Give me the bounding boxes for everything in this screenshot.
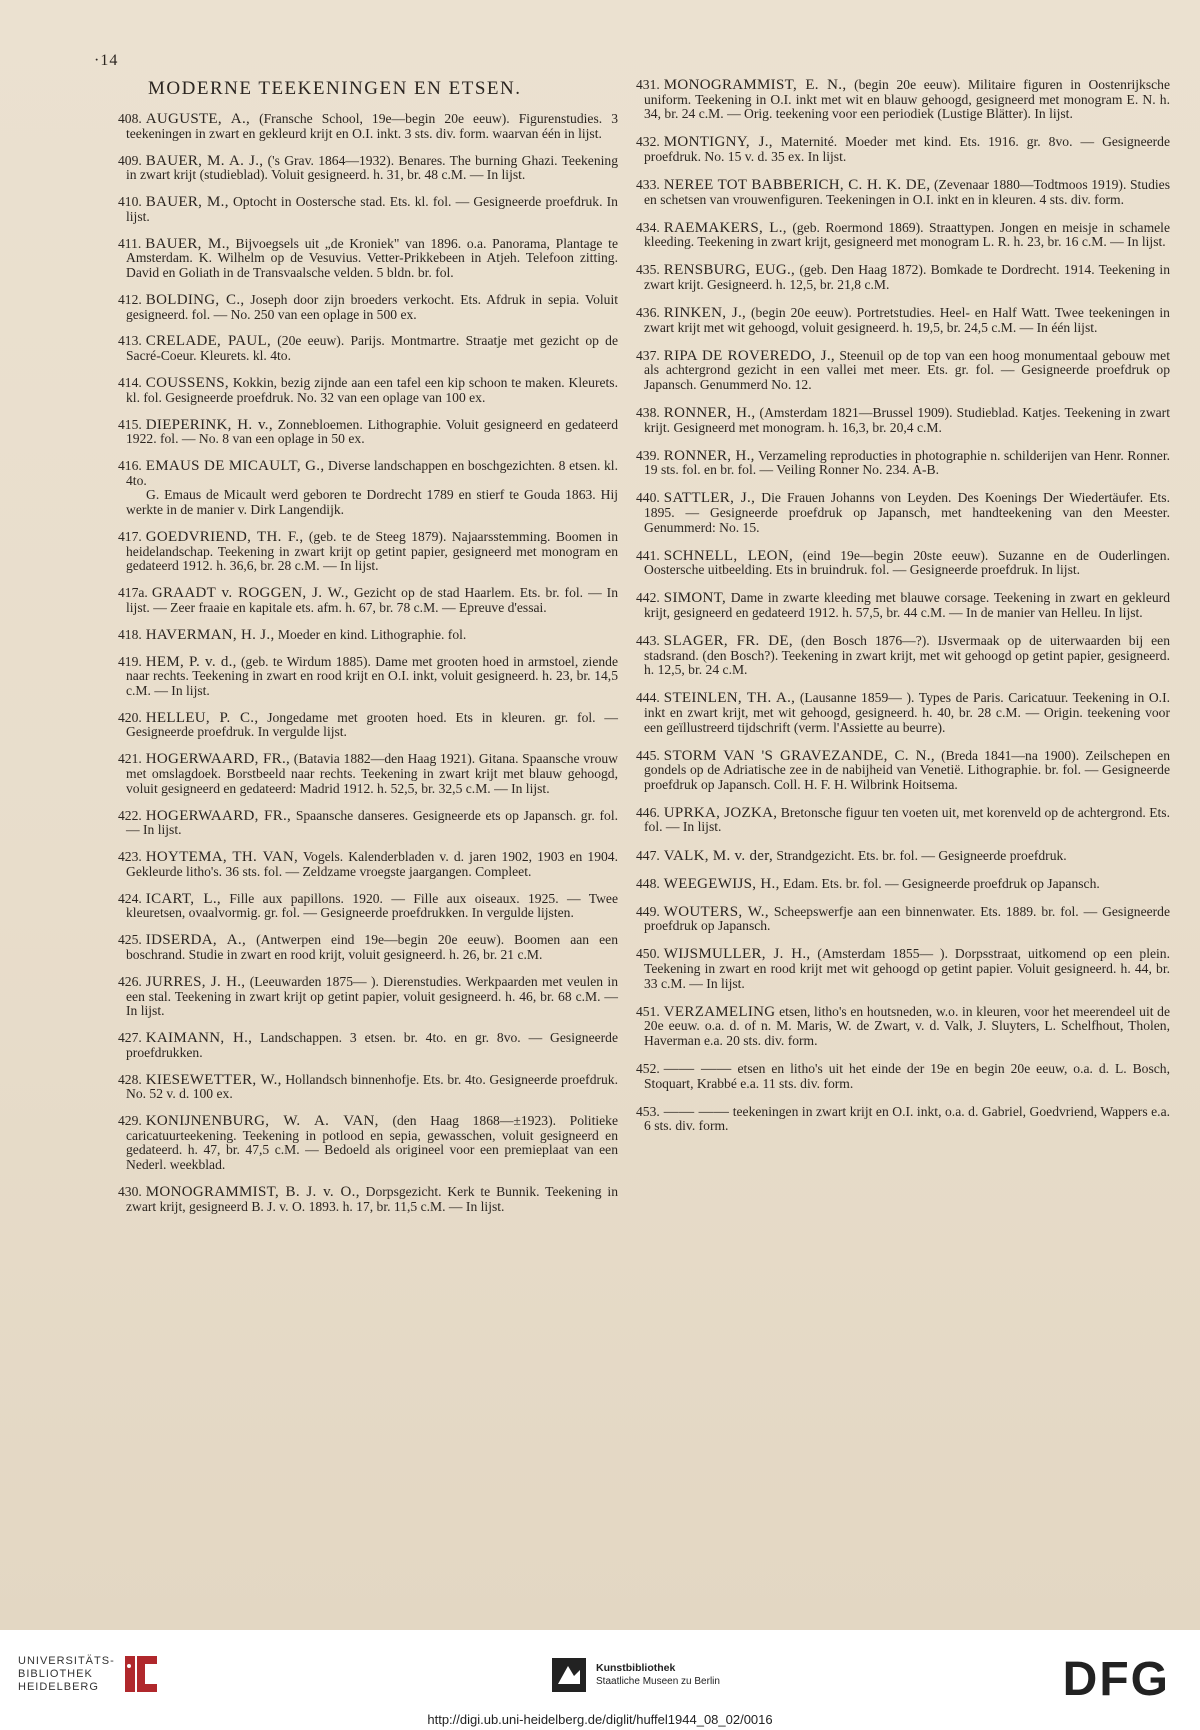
entry-artist: JURRES, J. H., — [145, 973, 246, 990]
ub-heidelberg-logo[interactable] — [18, 1652, 161, 1696]
entry-number: 413. — [118, 333, 142, 349]
entry-artist: GRAADT v. ROGGEN, J. W., — [151, 585, 349, 602]
catalogue-entry — [636, 947, 1170, 991]
entry-description: Diverse landschappen en boschgezichten. 8 etsen. kl. 4to. — [126, 458, 618, 488]
entry-number: 435. — [636, 262, 660, 278]
catalogue-entry — [118, 418, 618, 447]
catalogue-entry — [636, 634, 1170, 678]
entry-description: (begin 20e eeuw). Militaire figuren in Oostenrijksche uniform. Teekening in O.I. inkt met wit en blauw gehoogd, gesigneerd met monogram E. N. h. 34, br. 24 c.M. — Orig. teekening voor een periodiek (Lustige Blätter). In lijst. — [644, 77, 1170, 122]
right-column — [636, 78, 1170, 1147]
entry-artist: HELLEU, P. C., — [145, 709, 259, 726]
entry-number: 448. — [636, 875, 660, 891]
entry-description: Edam. Ets. br. fol. — Gesigneerde proefdruk op Japansch. — [783, 875, 1100, 891]
entry-artist: RONNER, H., — [663, 447, 755, 464]
entry-artist: KONIJNENBURG, W. A. VAN, — [145, 1113, 379, 1130]
entry-description: Zonnebloemen. Lithographie. Voluit gesigneerd en gedateerd 1922. fol. — No. 8 van een oplage in 50 ex. — [126, 416, 619, 447]
left-entry-list — [118, 112, 618, 1214]
entry-description: (Batavia 1882—den Haag 1921). Gitana. Spaansche vrouw met omslagdoek. Borstbeeld naar rechts. Teekening in zwart krijt met blauw gehoogd, voluit gesigneerd en gedateerd: Madrid 1912. h. 52,5, br. 32,5 c.M. — In lijst. — [126, 751, 618, 796]
entry-description: Dorpsgezicht. Kerk te Bunnik. Teekening in zwart krijt, gesigneerd B. J. v. O. 1893. h. 17, br. 11,5 c.M. — In lijst. — [126, 1184, 618, 1214]
entry-number: 447. — [636, 847, 660, 863]
entry-description: (20e eeuw). Parijs. Montmartre. Straatje met gezicht op de Sacré-Coeur. Kleurets. kl. 4to. — [126, 333, 618, 364]
entry-description: etsen, litho's en houtsneden, w.o. in kleuren, voor het meerendeel uit de 20e eeuw. o.a. d. of n. M. Maris, W. de Zwart, v. d. Valk, J. Sluyters, L. Schelfhout, Tholen, Haverman e.a. 20 sts. div. form. — [644, 1003, 1170, 1048]
entry-number: 417a. — [118, 585, 148, 601]
catalogue-entry — [636, 849, 1170, 864]
entry-artist: STORM VAN 'S GRAVEZANDE, C. N., — [663, 747, 935, 764]
entry-number: 444. — [636, 690, 660, 706]
entry-description: (Amsterdam 1821—Brussel 1909). Studieblad. Katjes. Teekening in zwart krijt. Gesigneerd met monogram. h. 16,3, br. 20,4 c.M. — [644, 405, 1170, 435]
entry-artist: MONOGRAMMIST, B. J. v. O., — [145, 1184, 360, 1201]
catalogue-entry — [118, 711, 618, 740]
catalogue-entry — [636, 263, 1170, 292]
entry-number: 418. — [118, 626, 142, 642]
catalogue-entry — [636, 905, 1170, 934]
catalogue-entry — [636, 349, 1170, 393]
entry-number: 412. — [118, 291, 142, 307]
entry-number: 434. — [636, 219, 660, 235]
entry-artist: ICART, L., — [145, 890, 221, 907]
kunstbibliothek-icon — [552, 1658, 586, 1692]
entry-number: 417. — [118, 528, 142, 544]
catalogue-entry — [118, 154, 618, 183]
entry-number: 427. — [118, 1030, 142, 1046]
entry-number: 438. — [636, 405, 660, 420]
catalogue-entry — [636, 691, 1170, 735]
entry-description: (Fransche School, 19e—begin 20e eeuw). Figurenstudies. 3 teekeningen in zwart en gekleurd krijt en O.I. inkt. 3 sts. div. form. waarvan één in lijst. — [126, 111, 618, 141]
catalogue-entry — [118, 628, 618, 643]
entry-number: 452. — [636, 1061, 660, 1076]
entry-artist: HOYTEMA, TH. VAN, — [145, 849, 299, 866]
entry-number: 445. — [636, 747, 660, 763]
entry-artist: RIPA DE ROVEREDO, J., — [663, 347, 835, 364]
entry-artist: IDSERDA, A., — [145, 932, 247, 949]
entry-description: (Antwerpen eind 19e—begin 20e eeuw). Boomen aan een boschrand. Studie in zwart en rood krijt, voluit gesigneerd. h. 26, br. 21 c.M. — [126, 932, 618, 962]
entry-description: Bretonsche figuur ten voeten uit, met korenveld op de achtergrond. Ets. fol. — In lijst. — [644, 804, 1171, 835]
catalogue-entry — [636, 749, 1170, 793]
catalogue-entry — [118, 752, 618, 796]
catalogue-entry — [118, 112, 618, 141]
entry-artist: NEREE TOT BABBERICH, C. H. K. DE, — [663, 176, 931, 193]
catalogue-entry — [118, 195, 618, 224]
entry-description: Spaansche danseres. Gesigneerde ets op Japansch. gr. fol. — In lijst. — [126, 807, 618, 838]
entry-number: 436. — [636, 305, 660, 321]
entry-description: Vogels. Kalenderbladen v. d. jaren 1902, 1903 en 1904. Gekleurde litho's. 36 sts. fol. — Zeldzame vroegste jaargangen. Compleet. — [126, 849, 618, 879]
entry-description: (Amsterdam 1855— ). Dorpsstraat, uitkomend op een plein. Teekening in zwart en rood krijt met wit gehoogd op getint papier. Voluit gesigneerd. h. 44, br. 33 c.M. — In lijst. — [644, 946, 1170, 991]
entry-number: 410. — [118, 194, 142, 210]
entry-number: 408. — [118, 111, 142, 126]
entry-description: (den Haag 1868—±1923). Politieke caricatuurteekening. Teekening in potlood en sepia, gewasschen, voluit gesigneerd en gedateerd. h. 47, br. 47,5 c.M. — Bedoeld als origineel voor een premieplaat van een Nederl. weekblad. — [126, 1113, 619, 1173]
left-column — [118, 78, 618, 1227]
entry-artist: MONOGRAMMIST, E. N., — [663, 77, 847, 93]
entry-description: (den Bosch 1876—?). IJsvermaak op de uiterwaarden bij een stadsrand. (den Bosch?). Teekening in zwart krijt, met wit gehoogd op getint papier, gesigneerd. h. 12,5, br. 24 c.M. — [644, 633, 1170, 678]
entry-description: (geb. te de Steeg 1879). Najaarsstemming. Boomen in heidelandschap. Teekening in zwart krijt op getint papier, gesigneerd met monogram en gedateerd 1912. h. 36,6, br. 28 c.M. — In lijst. — [126, 528, 618, 574]
entry-number: 423. — [118, 849, 142, 865]
entry-artist: —— —— — [663, 1103, 730, 1120]
entry-description: Gezicht op de stad Haarlem. Ets. br. fol. — In lijst. — Zeer fraaie en kapitale ets. afm. h. 67, br. 78 c.M. — Epreuve d'essai. — [126, 585, 619, 615]
entry-note: G. Emaus de Micault werd geboren te Dordrecht 1789 en stierf te Gouda 1863. Hij werkte in de manier v. Dirk Langendijk. — [126, 487, 618, 517]
entry-artist: KIESEWETTER, W., — [145, 1071, 282, 1088]
entry-description: Strandgezicht. Ets. br. fol. — Gesigneerde proefdruk. — [776, 847, 1067, 863]
catalogue-entry — [118, 293, 618, 322]
entry-description: Fille aux papillons. 1920. — Fille aux oiseaux. 1925. — Twee kleuretsen, ovaalvormig. gr. fol. — Gesigneerde proefdrukken. In vergulde lijsten. — [126, 890, 618, 921]
entry-number: 415. — [118, 416, 142, 432]
entry-description: teekeningen in zwart krijt en O.I. inkt, o.a. d. Gabriel, Goedvriend, Wappers e.a. 6 sts. div. form. — [644, 1103, 1171, 1134]
entry-number: 414. — [118, 375, 142, 391]
entry-number: 453. — [636, 1103, 660, 1119]
entry-description: Steenuil op de top van een hoog monumentaal gebouw met als achtergrond gezicht in een vallei met meer. Ets. gr. fol. — Gesigneerde proefdruk op Japansch. Genummerd No. 12. — [644, 347, 1170, 392]
catalogue-entry — [118, 933, 618, 962]
catalogue-entry — [636, 1062, 1170, 1091]
entry-number: 431. — [636, 77, 660, 92]
entry-artist: RONNER, H., — [663, 405, 756, 421]
entry-artist: WIJSMULLER, J. H., — [663, 946, 811, 963]
entry-artist: MONTIGNY, J., — [663, 134, 773, 151]
entry-description: Maternité. Moeder met kind. Ets. 1916. gr. 8vo. — Gesigneerde proefdruk. No. 15 v. d. 35 ex. In lijst. — [644, 134, 1171, 164]
entry-artist: —— —— — [663, 1061, 732, 1077]
entry-number: 426. — [118, 973, 142, 989]
page-heading: MODERNE TEEKENINGEN EN ETSEN. — [148, 78, 522, 99]
kb-subtitle: Staatliche Museen zu Berlin — [596, 1676, 720, 1687]
entry-number: 439. — [636, 447, 660, 463]
catalogue-entry — [636, 1005, 1170, 1049]
catalogue-entry — [118, 809, 618, 838]
entry-number: 428. — [118, 1071, 142, 1087]
kb-title: Kunstbibliothek — [596, 1662, 676, 1674]
entry-artist: SLAGER, FR. DE, — [663, 633, 793, 650]
entry-description: Scheepswerfje aan een binnenwater. Ets. 1889. br. fol. — Gesigneerde proefdruk op Japansch. — [644, 903, 1171, 934]
entry-number: 420. — [118, 709, 142, 725]
entry-artist: CRELADE, PAUL, — [145, 333, 272, 350]
catalogue-entry — [118, 459, 618, 517]
entry-artist: BAUER, M. A. J., — [145, 152, 264, 169]
entry-description: Joseph door zijn broeders verkocht. Ets. Afdruk in sepia. Voluit gesigneerd. fol. — No. 250 van een oplage in 500 ex. — [126, 291, 618, 322]
catalogue-entry — [118, 1073, 618, 1102]
entry-number: 442. — [636, 590, 660, 606]
entry-description: Optocht in Oostersche stad. Ets. kl. fol. — Gesigneerde proefdruk. In lijst. — [126, 194, 618, 224]
entry-artist: HEM, P. v. d., — [145, 653, 237, 670]
entry-artist: RENSBURG, EUG., — [663, 262, 796, 279]
entry-number: 443. — [636, 633, 660, 649]
entry-artist: UPRKA, JOZKA, — [663, 804, 778, 821]
entry-description: (Breda 1841—na 1900). Zeilschepen en gondels op de Adriatische zee in de nabijheid van Venetië. Lithographie. br. fol. — Gesigneerde proefdruk op Japansch. Coll. H. F. H. Wilbrink Hoitsema. — [644, 747, 1170, 792]
entry-description: (geb. Roermond 1869). Straattypen. Jongen en meisje in schamele kleeding. Teekening in zwart krijt, gesigneerd met monogram L. R. h. 23, br. 16 c.M. — In lijst. — [644, 219, 1170, 250]
entry-artist: SIMONT, — [663, 590, 727, 607]
entry-artist: AUGUSTE, A., — [145, 111, 251, 127]
catalogue-entry — [118, 334, 618, 363]
catalogue-entry — [636, 406, 1170, 435]
entry-description: ('s Grav. 1864—1932). Benares. The burning Ghazi. Teekening in zwart krijt (studieblad). Voluit gesigneerd. h. 31, br. 48 c.M. — In lijst. — [126, 152, 618, 183]
entry-description: Dame in zwarte kleeding met blauwe corsage. Teekening in zwart en gekleurd krijt, gesigneerd en gedateerd 1912. h. 57,5, br. 44 c.M. — In de manier van Helleu. In lijst. — [644, 590, 1170, 620]
entry-artist: VALK, M. v. der, — [663, 847, 773, 864]
entry-number: 430. — [118, 1184, 142, 1200]
entry-description: Hollandsch binnenhofje. Ets. br. 4to. Gesigneerde proefdruk. No. 52 v. d. 100 ex. — [126, 1071, 619, 1102]
entry-artist: WOUTERS, W., — [663, 903, 769, 920]
entry-number: 450. — [636, 946, 660, 962]
entry-artist: STEINLEN, TH. A., — [663, 690, 796, 707]
entry-description: Moeder en kind. Lithographie. fol. — [277, 626, 467, 642]
entry-artist: BAUER, M., — [145, 194, 229, 211]
catalogue-entry — [118, 1185, 618, 1214]
right-entry-list — [636, 78, 1170, 1134]
entry-description: (Lausanne 1859— ). Types de Paris. Caricatuur. Teekening in O.I. inkt en zwart krijt, met wit gehoogd, gesigneerd. h. 40, br. 28 c.M. — Origin. teekening voor een geïllustreerd tijdschrift (verm. l'Assiette au beurre). — [644, 690, 1170, 735]
viewer-footer — [0, 1630, 1200, 1730]
entry-artist: DIEPERINK, H. v., — [145, 416, 273, 433]
entry-description: (begin 20e eeuw). Portretstudies. Heel- en Half Watt. Twee teekeningen in zwart krijt met wit gehoogd, voluit gesigneerd. h. 19,5, br. 24,5 c.M. — In één lijst. — [644, 305, 1170, 335]
entry-number: 432. — [636, 134, 660, 150]
entry-number: 451. — [636, 1003, 660, 1019]
catalogue-entry — [636, 877, 1170, 892]
kunstbibliothek-logo[interactable] — [552, 1658, 720, 1692]
entry-description: (Leeuwarden 1875— ). Dierenstudies. Werkpaarden met veulen in een stal. Teekening in zwart krijt op getint papier, voluit gesigneerd. h. 46, br. 68 c.M. — In lijst. — [126, 973, 619, 1019]
entry-description: (Zevenaar 1880—Todtmoos 1919). Studies en schetsen van vrouwenfiguren. Teekeningen in O.I. inkt en in kleuren. 4 sts. div. form. — [644, 176, 1170, 207]
entry-number: 437. — [636, 347, 660, 363]
entry-description: (geb. Den Haag 1872). Bomkade te Dordrecht. 1914. Teekening in zwart krijt. Gesigneerd. h. 12,5, br. 21,8 c.M. — [644, 262, 1170, 292]
catalogue-entry — [636, 806, 1170, 835]
entry-artist: HOGERWAARD, FR., — [145, 751, 291, 768]
entry-number: 433. — [636, 176, 660, 192]
entry-description: Verzameling reproducties in photographie n. schilderijen van Henr. Ronner. 19 sts. fol. en br. fol. — Veiling Ronner No. 234. A-B. — [644, 447, 1171, 478]
catalogue-entry — [636, 178, 1170, 207]
entry-number: 429. — [118, 1113, 142, 1129]
entry-number: 422. — [118, 807, 142, 823]
catalogue-entry — [118, 850, 618, 879]
entry-number: 424. — [118, 890, 142, 906]
catalogue-entry — [118, 237, 618, 281]
entry-artist: HAVERMAN, H. J., — [145, 626, 275, 643]
catalogue-entry — [118, 1114, 618, 1172]
entry-artist: BOLDING, C., — [145, 291, 245, 308]
catalogue-entry — [118, 655, 618, 699]
catalogue-entry — [636, 491, 1170, 535]
catalogue-entry — [636, 78, 1170, 122]
entry-artist: HOGERWAARD, FR., — [145, 807, 292, 824]
entry-number: 425. — [118, 932, 142, 948]
entry-artist: SATTLER, J., — [663, 490, 756, 507]
catalogue-entry — [636, 1105, 1170, 1134]
entry-number: 419. — [118, 653, 142, 669]
catalogue-entry — [636, 135, 1170, 164]
entry-artist: RINKEN, J., — [663, 305, 747, 322]
catalogue-entry — [118, 530, 618, 574]
entry-number: 446. — [636, 804, 660, 820]
entry-artist: RAEMAKERS, L., — [663, 219, 787, 236]
entry-number: 441. — [636, 547, 660, 563]
ub-emblem-icon — [123, 1652, 161, 1696]
dfg-logo[interactable]: DFG — [1062, 1653, 1170, 1706]
catalogue-entry — [118, 1031, 618, 1060]
entry-number: 440. — [636, 490, 660, 506]
catalogue-entry — [118, 975, 618, 1019]
entry-number: 421. — [118, 751, 142, 767]
entry-artist: WEEGEWIJS, H., — [663, 875, 780, 892]
ub-logo-text: UNIVERSITÄTS- BIBLIOTHEK HEIDELBERG — [18, 1654, 115, 1693]
entry-description: Die Frauen Johanns von Leyden. Des Koenings Der Wiedertäufer. Ets. 1895. — Gesigneerde proefdruk op Japansch, met handteekening van den Meester. Genummerd: No. 15. — [644, 490, 1170, 535]
catalogue-entry — [118, 892, 618, 921]
catalogue-entry — [636, 449, 1170, 478]
page-number: ·14 — [94, 52, 119, 69]
entry-artist: BAUER, M., — [145, 235, 230, 252]
permalink-url[interactable]: http://digi.ub.uni-heidelberg.de/diglit/huffel1944_08_02/0016 — [427, 1712, 773, 1727]
entry-number: 449. — [636, 903, 660, 919]
entry-number: 409. — [118, 152, 142, 168]
entry-artist: VERZAMELING — [663, 1003, 776, 1020]
entry-description: Landschappen. 3 etsen. br. 4to. en gr. 8vo. — Gesigneerde proefdrukken. — [126, 1030, 618, 1060]
entry-description: (geb. te Wirdum 1885). Dame met grooten hoed in armstoel, ziende naar rechts. Teekening in zwart en rood krijt en O.I. inkt, voluit gesigneerd. h. 23, br. 14,5 c.M. — In lijst. — [126, 653, 618, 698]
entry-artist: SCHNELL, LEON, — [663, 547, 793, 564]
entry-number: 416. — [118, 458, 142, 474]
entry-description: Kokkin, bezig zijnde aan een tafel een kip schoon te maken. Kleurets. kl. fol. Gesigneerde proefdruk. No. 32 van een oplage van 100 ex. — [126, 375, 618, 405]
entry-artist: COUSSENS, — [145, 375, 229, 392]
entry-description: (eind 19e—begin 20ste eeuw). Suzanne en de Ouderlingen. Oostersche uitbeelding. Ets in bruindruk. fol. — Gesigneerde proefdruk. In lijst. — [644, 547, 1170, 578]
entry-description: etsen en litho's uit het einde der 19e en begin 20e eeuw, o.a. d. L. Bosch, Stoquart, Krabbé e.a. 11 sts. div. form. — [644, 1061, 1171, 1091]
entry-artist: GOEDVRIEND, TH. F., — [145, 528, 304, 545]
catalogue-entry — [636, 306, 1170, 335]
catalogue-entry — [118, 376, 618, 405]
entry-number: 411. — [118, 235, 142, 251]
catalogue-entry — [636, 549, 1170, 578]
catalogue-entry — [118, 586, 618, 615]
catalogue-entry — [636, 221, 1170, 250]
entry-description: Bijvoegsels uit „de Kroniek" van 1896. o.a. Panorama, Plantage te Amsterdam. K. Wilhelm op de Vesuvius. Vetter-Prikkebeen in Atjeh. Telefoon zitting. David en Goliath in de Transvaalsche velden. 5 bldn. br. fol. — [126, 235, 618, 280]
entry-artist: EMAUS DE MICAULT, G., — [145, 458, 325, 475]
entry-description: Jongedame met grooten hoed. Ets in kleuren. gr. fol. — Gesigneerde proefdruk. In vergulde lijst. — [126, 709, 618, 740]
entry-artist: KAIMANN, H., — [145, 1030, 253, 1047]
catalogue-entry — [636, 591, 1170, 620]
